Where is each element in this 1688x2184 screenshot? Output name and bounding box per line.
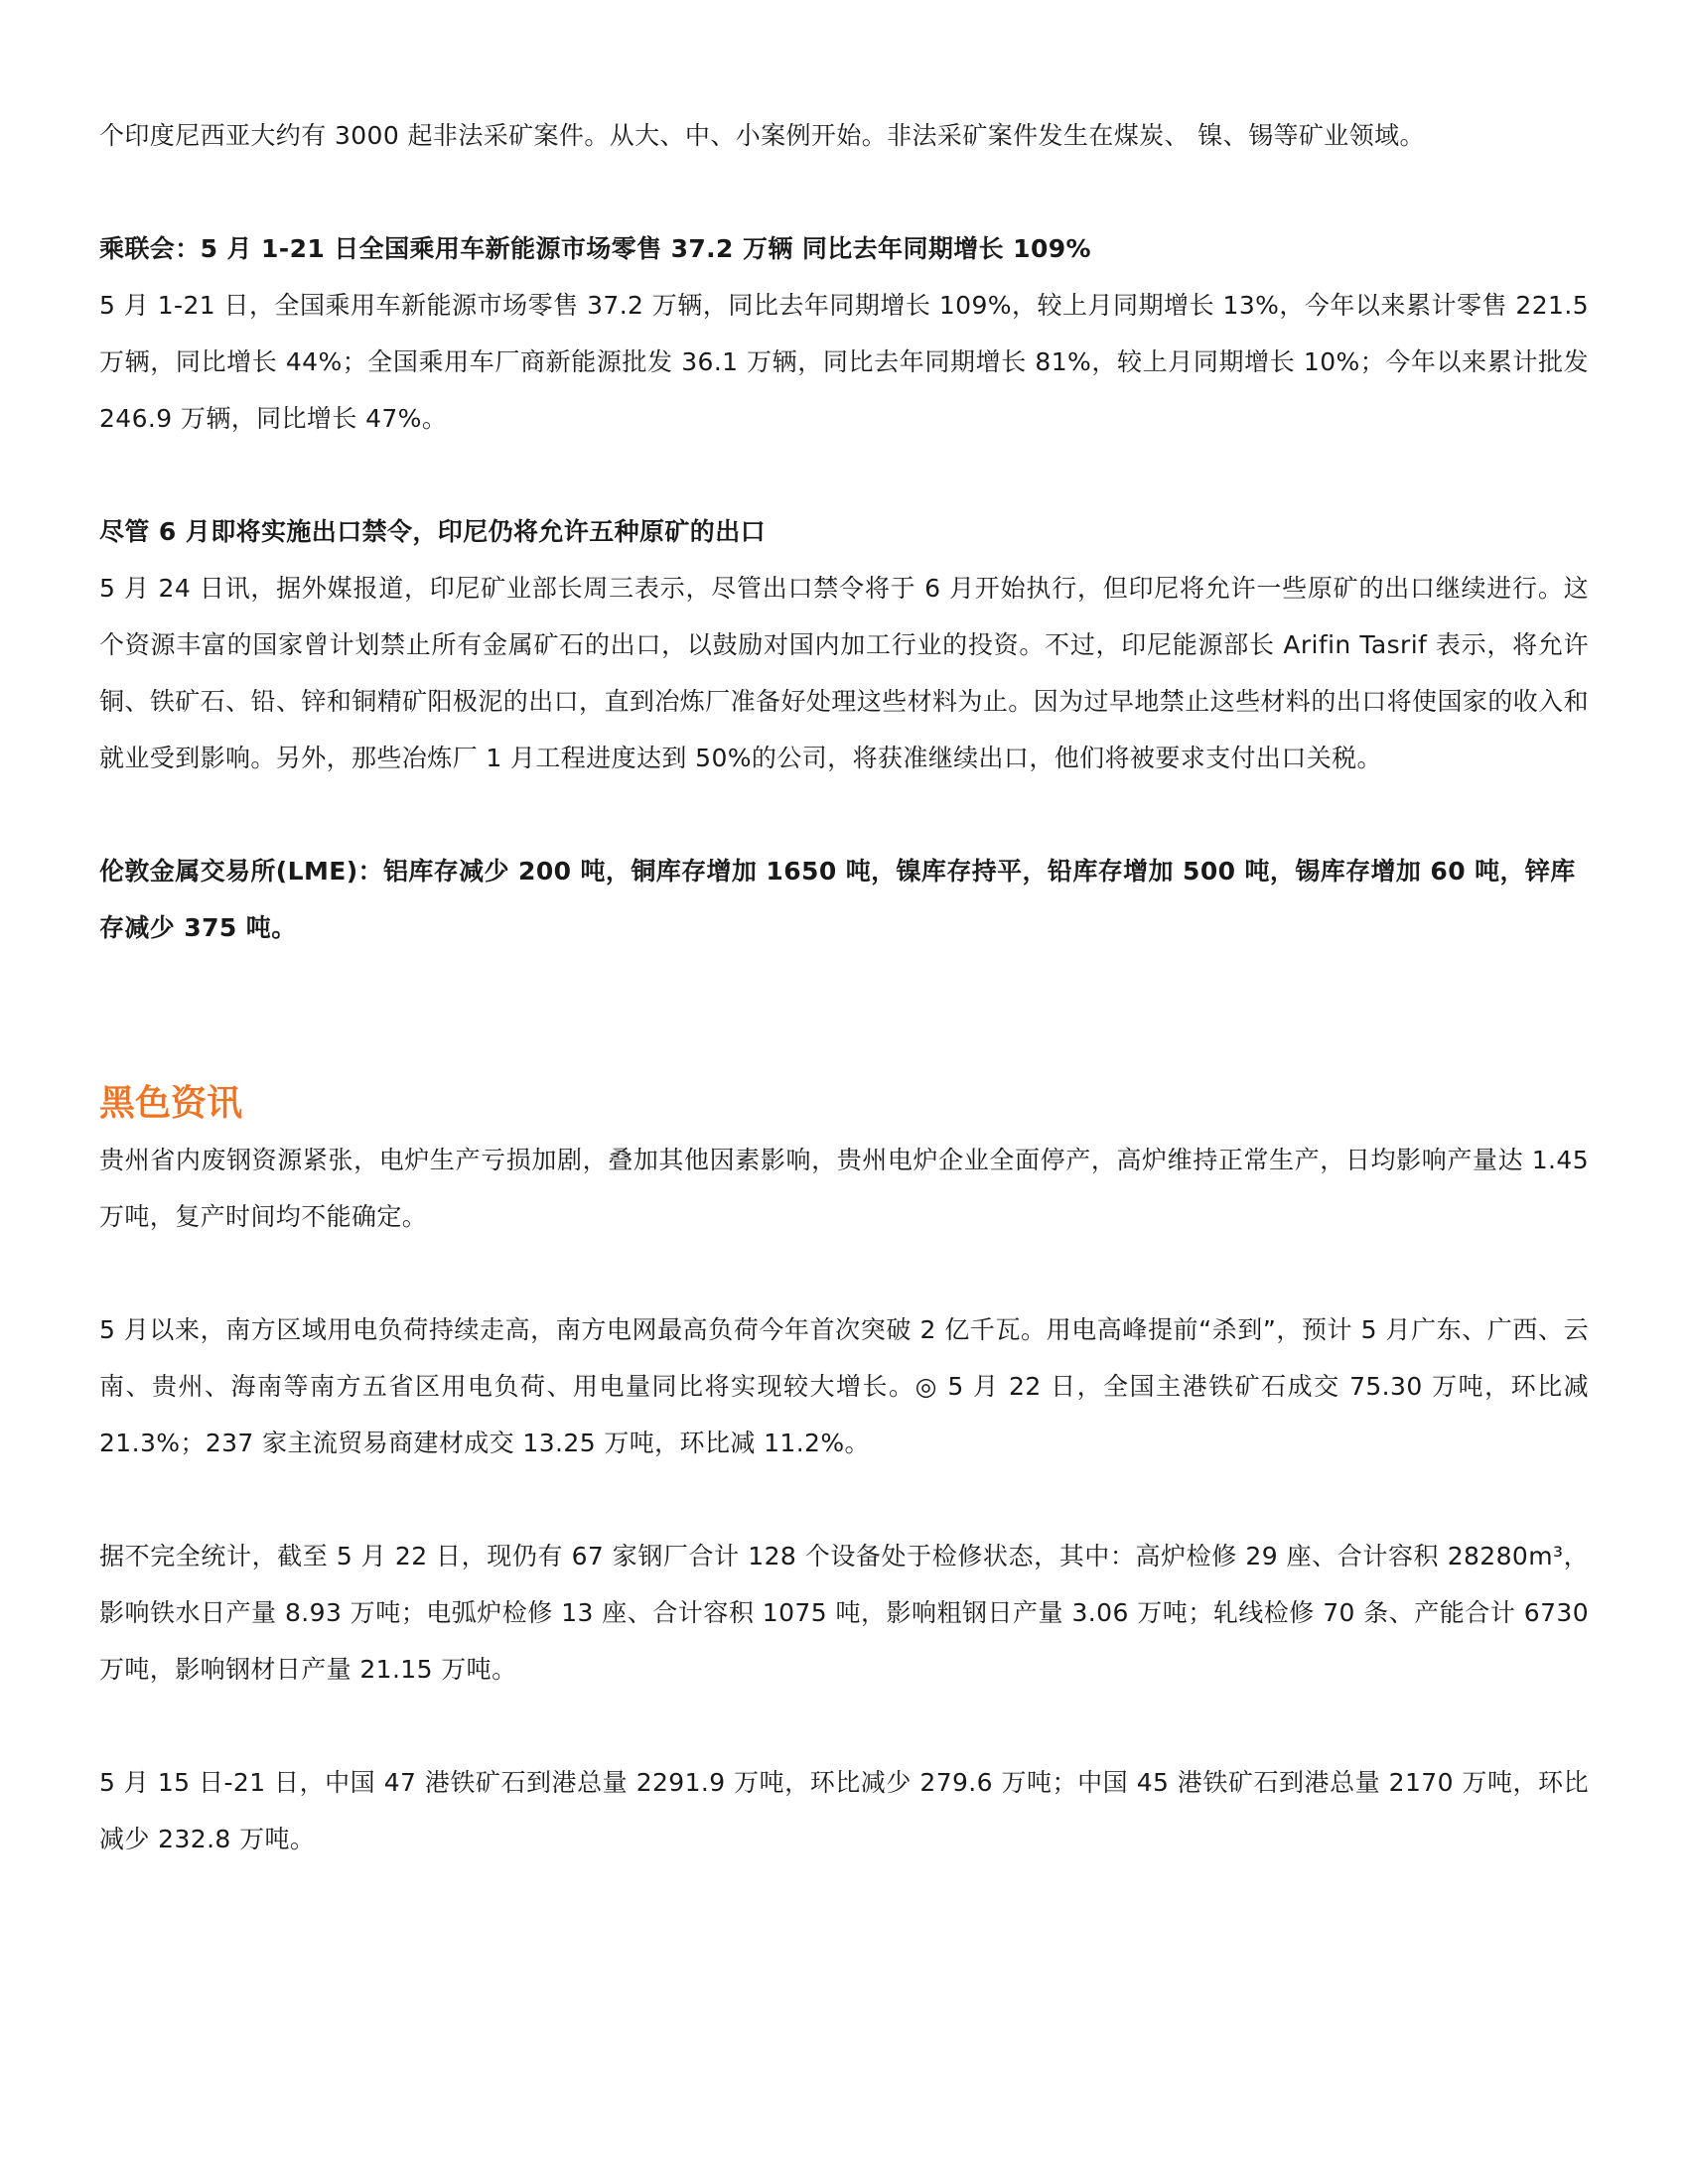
paragraph-indonesia-export: 5 月 24 日讯，据外媒报道，印尼矿业部长周三表示，尽管出口禁令将于 6 月开始执行，但印尼将允许一些原矿的出口继续进行。这个资源丰富的国家曾计划禁止所有金属矿石的出口，以鼓励对国内加工行业的投资。不过，印尼能源部长 Arifin Tasrif 表示，将允许铜、铁矿石、铅、锌和铜精矿阳极泥的出口，直到冶炼厂准备好处理这些材料为止。因为过早地禁止这些材料的出口将使国家的收入和就业受到影响。另外，那些冶炼厂 1 月工程进度达到 50%的公司，将获准继续出口，他们将被要求支付出口关税。 bbox=[99, 574, 1589, 772]
spacer bbox=[99, 956, 1589, 1075]
paragraph-guizhou-scrap: 贵州省内废钢资源紧张，电炉生产亏损加剧，叠加其他因素影响，贵州电炉企业全面停产，高炉维持正常生产，日均影响产量达 1.45 万吨，复产时间均不能确定。 bbox=[99, 1146, 1589, 1231]
paragraph-steel-maintenance: 据不完全统计，截至 5 月 22 日，现仍有 67 家钢厂合计 128 个设备处于检修状态，其中：高炉检修 29 座、合计容积 28280m³，影响铁水日产量 8.93 万吨；电弧炉检修 13 座、合计容积 1075 吨，影响粗钢日产量 3.06 万吨；轧线检修 70 条、产能合计 6730 万吨，影响钢材日产量 21.15 万吨。 bbox=[99, 1542, 1589, 1684]
paragraph-south-grid: 5 月以来，南方区域用电负荷持续走高，南方电网最高负荷今年首次突破 2 亿千瓦。用电高峰提前“杀到”，预计 5 月广东、广西、云南、贵州、海南等南方五省区用电负荷、用电量同比将实现较大增长。◎ 5 月 22 日，全国主港铁矿石成交 75.30 万吨，环比减 21.3%；237 家主流贸易商建材成交 13.25 万吨，环比减 11.2%。 bbox=[99, 1315, 1589, 1457]
spacer bbox=[99, 1471, 1589, 1528]
spacer bbox=[99, 1245, 1589, 1301]
heading-cpca-nev: 乘联会：5 月 1-21 日全国乘用车新能源市场零售 37.2 万辆 同比去年同期增长 109% bbox=[99, 234, 1091, 263]
section-title-ferrous-news: 黑色资讯 bbox=[99, 1083, 243, 1124]
spacer bbox=[99, 786, 1589, 843]
heading-indonesia-export: 尽管 6 月即将实施出口禁令，印尼仍将允许五种原矿的出口 bbox=[99, 517, 767, 546]
spacer bbox=[99, 447, 1589, 503]
document-page bbox=[99, 107, 1589, 1867]
paragraph-lme-inventory: 伦敦金属交易所(LME)：铝库存减少 200 吨，铜库存增加 1650 吨，镍库存持平，铅库存增加 500 吨，锡库存增加 60 吨，锌库存减少 375 吨。 bbox=[99, 857, 1576, 942]
paragraph-cpca-nev: 5 月 1-21 日，全国乘用车新能源市场零售 37.2 万辆，同比去年同期增长 109%，较上月同期增长 13%，今年以来累计零售 221.5 万辆，同比增长 44%；全国乘用车厂商新能源批发 36.1 万辆，同比去年同期增长 81%，较上月同期增长 10%；今年以来累计批发 246.9 万辆，同比增长 47%。 bbox=[99, 291, 1589, 433]
spacer bbox=[99, 1698, 1589, 1754]
paragraph-illegal-mining: 个印度尼西亚大约有 3000 起非法采矿案件。从大、中、小案例开始。非法采矿案件发生在煤炭、 镍、锡等矿业领域。 bbox=[99, 121, 1425, 150]
paragraph-iron-ore-arrivals: 5 月 15 日-21 日，中国 47 港铁矿石到港总量 2291.9 万吨，环比减少 279.6 万吨；中国 45 港铁矿石到港总量 2170 万吨，环比减少 232.8 万吨。 bbox=[99, 1768, 1589, 1853]
spacer bbox=[99, 164, 1589, 220]
